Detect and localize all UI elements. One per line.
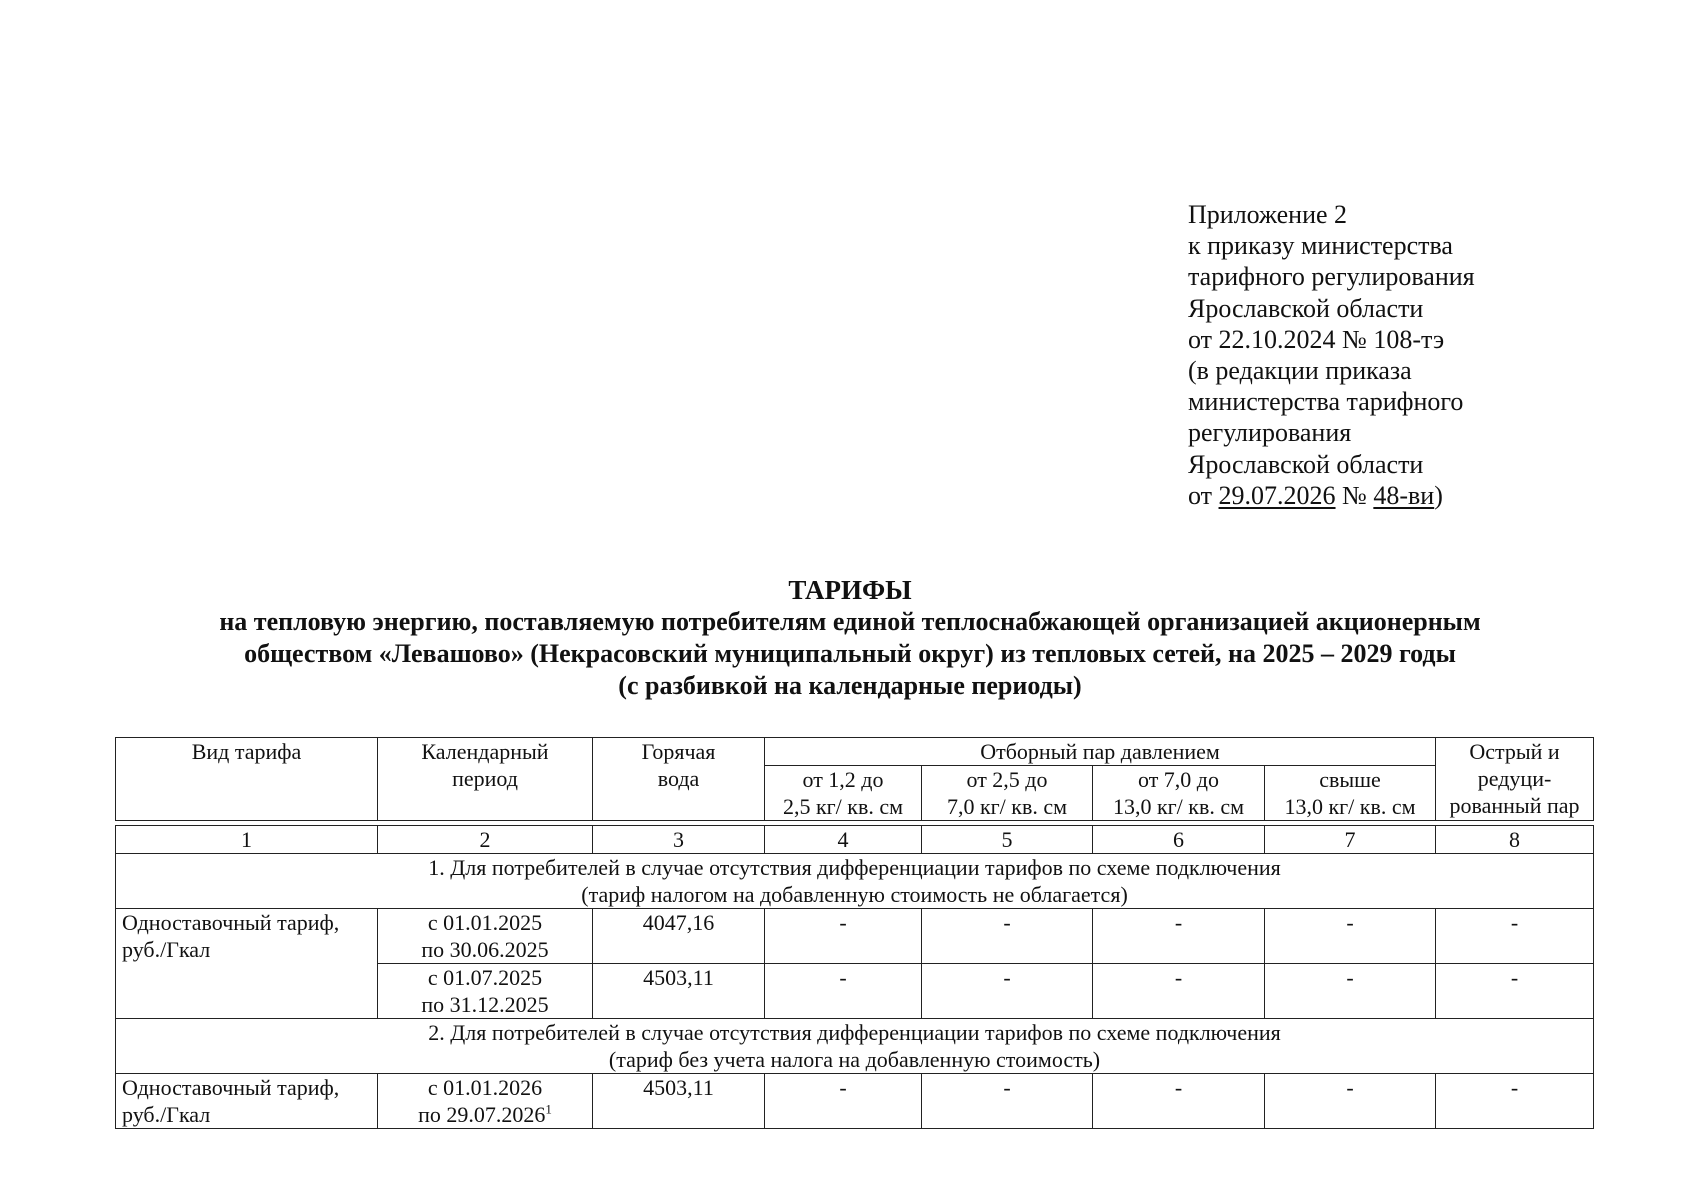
column-number: 3 [593, 826, 765, 854]
section-2-title: 2. Для потребителей в случае отсутствия дифференциации тарифов по схеме подключения (тариф без учета налога на добавленную стоимость) [116, 1019, 1594, 1074]
value-cell: - [1265, 964, 1436, 1019]
appendix-line: Ярославской области [1188, 449, 1424, 479]
value-cell: - [1093, 964, 1265, 1019]
appendix-line: тарифного регулирования [1188, 262, 1475, 292]
header-sharp-steam: Острый и редуци- рованный пар [1436, 738, 1594, 821]
appendix-line: Приложение 2 [1188, 200, 1348, 229]
tariff-name: Одноставочный тариф, руб./Гкал [116, 1074, 378, 1129]
column-number: 7 [1265, 826, 1436, 854]
tariff-name: Одноставочный тариф, руб./Гкал [116, 909, 378, 1019]
header-steam-2: от 2,5 до 7,0 кг/ кв. см [922, 766, 1093, 821]
header-steam: Отборный пар давлением [765, 738, 1436, 766]
value-cell: - [1265, 909, 1436, 964]
column-number: 2 [378, 826, 593, 854]
section-1-title: 1. Для потребителей в случае отсутствия дифференциации тарифов по схеме подключения (тариф налогом на добавленную стоимость не облагается) [116, 854, 1594, 909]
value-cell: - [1436, 964, 1594, 1019]
value-cell: - [765, 1074, 922, 1129]
title-line: обществом «Левашово» (Некрасовский муниципальный округ) из тепловых сетей, на 2025 – 2029 годы [244, 639, 1456, 668]
period-cell: с 01.01.2026 по 29.07.2026$^1$ [378, 1074, 593, 1129]
value-cell: - [922, 909, 1093, 964]
value-cell: - [765, 909, 922, 964]
hot-water-value: 4503,11 [593, 1074, 765, 1129]
appendix-line: регулирования [1188, 418, 1352, 448]
header-row [116, 738, 1594, 766]
appendix-number-sign: № [1335, 480, 1374, 510]
header-tariff-type: Вид тарифа [116, 738, 378, 821]
hot-water-value: 4503,11 [593, 964, 765, 1019]
title-line: на тепловую энергию, поставляемую потребителям единой теплоснабжающей организацией акционерным [219, 607, 1481, 636]
value-cell: - [1265, 1074, 1436, 1129]
table-row [116, 909, 1594, 964]
title-line: (с разбивкой на календарные периоды) [618, 671, 1082, 700]
appendix-prefix: от [1188, 480, 1219, 510]
table-row [116, 1074, 1594, 1129]
footnote-marker: 1 [545, 1101, 552, 1117]
tariff-table [115, 737, 1594, 1129]
column-number: 8 [1436, 826, 1594, 854]
appendix-line: от 22.10.2024 № 108-тэ [1188, 324, 1445, 354]
value-cell: - [1093, 909, 1265, 964]
order-date: 29.07.2026 [1218, 480, 1336, 510]
value-cell: - [922, 1074, 1093, 1129]
header-steam-3: от 7,0 до 13,0 кг/ кв. см [1093, 766, 1265, 821]
order-number: 48-ви [1373, 480, 1435, 510]
column-number-row [116, 826, 1594, 854]
appendix-line: Ярославской области [1188, 293, 1424, 323]
value-cell: - [765, 964, 922, 1019]
header-steam-4: свыше 13,0 кг/ кв. см [1265, 766, 1436, 821]
column-number: 6 [1093, 826, 1265, 854]
header-period: Календарный период [378, 738, 593, 821]
column-number: 4 [765, 826, 922, 854]
appendix-line: к приказу министерства [1188, 231, 1453, 261]
section-title-row [116, 854, 1594, 909]
section-title-row [116, 1019, 1594, 1074]
title-heading: ТАРИФЫ [788, 575, 912, 605]
value-cell: - [1436, 1074, 1594, 1129]
value-cell: - [1436, 909, 1594, 964]
column-number: 1 [116, 826, 378, 854]
appendix-line: (в редакции приказа [1188, 356, 1412, 386]
header-steam-1: от 1,2 до 2,5 кг/ кв. см [765, 766, 922, 821]
hot-water-value: 4047,16 [593, 909, 765, 964]
column-number: 5 [922, 826, 1093, 854]
appendix-suffix: ) [1434, 480, 1443, 510]
value-cell: - [922, 964, 1093, 1019]
appendix-block [1188, 199, 1475, 511]
period-cell: с 01.07.2025 по 31.12.2025 [378, 964, 593, 1019]
appendix-line: министерства тарифного [1188, 387, 1464, 417]
appendix-line-order [1188, 480, 1475, 511]
document-title [100, 574, 1600, 702]
value-cell: - [1093, 1074, 1265, 1129]
period-cell: с 01.01.2025 по 30.06.2025 [378, 909, 593, 964]
header-hot-water: Горячая вода [593, 738, 765, 821]
